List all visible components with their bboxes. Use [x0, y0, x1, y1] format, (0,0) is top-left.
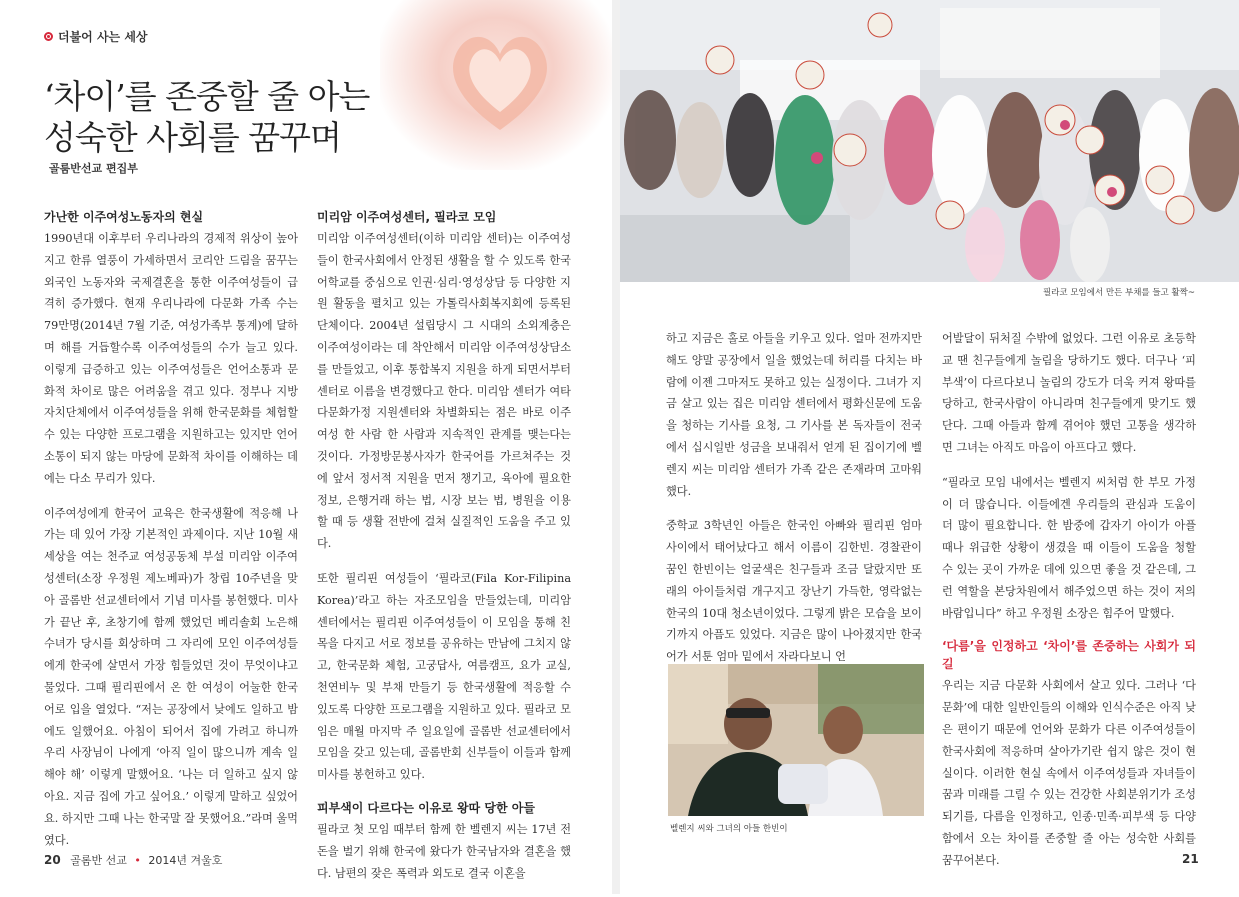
group-photo-illustration [620, 0, 1239, 282]
article-title-line-2: 성숙한 사회를 꿈꾸며 [44, 118, 341, 157]
footer-separator-dot: • [134, 854, 141, 867]
article-title-line-1: ‘차이’를 존중할 줄 아는 [44, 77, 370, 116]
page-gutter [612, 0, 620, 894]
footer-left [44, 852, 222, 868]
left-page-number: 20 [44, 853, 61, 867]
column-4 [942, 328, 1196, 885]
column-1 [44, 208, 298, 864]
section-label-text: 더불어 사는 세상 [58, 30, 148, 44]
column-4-paragraph-3: 우리는 지금 다문화 사회에서 살고 있다. 그러나 ‘다문화’에 대한 일반인들의 이해와 인식수준은 아직 낮은 편이기 때문에 언어와 문화가 다른 이주여성들이 한국사회에 적응하며 살아가기란 쉽지 않은 것이 현실이다. 이러한 현실 속에서 이주여성들과 자녀들이 꿈과 미래를 그릴 수 있는 건강한 사회분위기가 조성되기를, 다름을 인정하고, 인종·민족·피부색 등 다양함에서 오는 차이를 존중할 줄 아는 성숙한 사회를 꿈꾸어본다. [942, 679, 1196, 867]
column-4-paragraph-1: 어발달이 뒤처질 수밖에 없었다. 그런 이유로 초등학교 땐 친구들에게 놀림을 당하기도 했다. 더구나 ‘피부색’이 다르다보니 놀림의 강도가 더욱 커져 왕따를 당하고, 한국사람이 아니라며 친구들에게 맞기도 했단다. 그때 아들과 함께 겪어야 했던 고통을 생각하면 그녀는 아직도 마음이 아프다고 했다. [942, 332, 1196, 454]
column-1-paragraph-2: 이주여성에게 한국어 교육은 한국생활에 적응해 나가는 데 있어 가장 기본적인 과제이다. 지난 10월 새 세상을 여는 천주교 여성공동체 부설 미리암 이주여성센터(소장 우정원 제노베파)가 창립 10주년을 맞아 골롬반 선교센터에서 기념 미사를 봉헌했다. 미사가 끝난 후, 초창기에 함께 했었던 베리솔회 노은해 수녀가 당시를 회상하며 그 자리에 모인 이주여성들에게 한국에 살면서 가장 힘들었던 것이 무엇이냐고 물었다. 그때 필리핀에서 온 한 여성이 어눌한 한국어로 입을 열었다. “저는 공장에서 낮에도 일하고 밤에도 일했어요. 아침이 되어서 집에 가려고 하니까 우리 사장님이 나에게 ‘아직 일이 많으니까 계속 일해야 해’ 이렇게 말했어요. ‘나는 더 일하고 싶지 않아요. 지금 집에 가고 싶어요.’ 이렇게 말하고 싶었어요. 하지만 그때 나는 한국말 잘 못했어요.”라며 울먹였다. [44, 506, 298, 847]
mother-son-photo [668, 664, 924, 816]
heart-hands-image [380, 0, 612, 170]
column-2-paragraph-1: 미리암 이주여성센터(이하 미리암 센터)는 이주여성들이 한국사회에서 안정된 생활을 할 수 있도록 한국어학교를 중심으로 인권·심리·영성상담 등 다양한 지원 활동을 펼치고 있는 가톨릭사회복지회에 등록된 단체이다. 2004년 설립당시 그 시대의 소외계층은 이주여성이라는 데 착안해서 미리암 이주여성상담소를 만들었고, 이후 통합복지 지원을 하게 되면서부터 센터로 이름을 변경했다고 한다. 미리암 센터가 여타 다문화가정 지원센터와 차별화되는 점은 바로 이주여성 한 사람 한 사람과 지속적인 관계를 맺는다는 것이다. 가정방문봉사자가 한국어를 가르쳐주는 것에 앞서 정서적 지원을 먼저 챙기고, 육아에 필요한 정보, 은행거래 하는 법, 시장 보는 법, 병원을 이용할 때 등 생활 전반에 걸쳐 실질적인 도움을 주고 있다. [317, 232, 571, 551]
column-4-paragraph-2: “필라코 모임 내에서는 벨렌지 씨처럼 한 부모 가정이 더 많습니다. 이들에겐 우리들의 관심과 도움이 더 많이 필요합니다. 한 밤중에 갑자기 아이가 아플 때나 위급한 상황이 생겼을 때 이들이 도움을 청할 수 있는 곳이 가까운 데에 있으면 좋을 것 같은데, 그런 역할을 본당차원에서 해주었으면 하는 것이 저의 바람입니다” 하고 우정원 소장은 힘주어 말했다. [942, 475, 1196, 620]
mother-son-illustration [668, 664, 924, 816]
article-title [44, 76, 369, 158]
column-2-paragraph-3: 필라코 첫 모임 때부터 함께 한 벨렌지 씨는 17년 전 돈을 벌기 위해 한국에 왔다가 한국남자와 결혼을 했다. 남편의 잦은 폭력과 외도로 결국 이혼을 [317, 822, 571, 880]
bullet-target-icon [44, 32, 53, 41]
column-3-paragraph-1: 하고 지금은 홀로 아들을 키우고 있다. 얼마 전까지만 해도 양말 공장에서 일을 했었는데 허리를 다치는 바람에 이젠 그마저도 못하고 있는 실정이다. 그녀가 지금 살고 있는 집은 미리암 센터에서 평화신문에 도움을 청하는 기사를 요청, 그 기사를 본 독자들이 전국에서 십시일반 성금을 보내줘서 얻게 된 집이기에 벨렌지 씨는 미리암 센터가 가족 같은 존재라며 고마워했다. [666, 332, 922, 498]
column-2-paragraph-2: 또한 필리핀 여성들이 ‘필라코(Fila Kor-Filipina Korea)’라고 하는 자조모임을 만들었는데, 미리암 센터에서는 필리핀 이주여성들이 이 모임을 통해 친목을 다지고 서로 정보를 공유하는 만남에 그치지 않고, 한국문화 체험, 고궁답사, 여름캠프, 요가 교실, 천연비누 및 부채 만들기 등 한국생활에 적응할 수 있도록 다양한 프로그램을 지원하고 있다. 필라코 모임은 매월 마지막 주 일요일에 골롬반 선교센터에서 모임을 갖고 있는데, 골롬반회 신부들이 이들과 함께 미사를 봉헌하고 있다. [317, 571, 571, 782]
heart-hands-icon [440, 12, 560, 142]
column-2-heading-2: 피부색이 다르다는 이유로 왕따 당한 아들 [317, 800, 535, 815]
issue-label: 2014년 겨울호 [148, 854, 223, 867]
column-4-heading: ‘다름’을 인정하고 ‘차이’를 존중하는 사회가 되길 [942, 639, 1196, 672]
group-photo [620, 0, 1239, 282]
article-byline: 골룸반선교 편집부 [49, 162, 138, 175]
group-photo-caption: 필라코 모임에서 만든 부채를 들고 활짝~ [1043, 288, 1196, 298]
column-3-paragraph-2: 중학교 3학년인 아들은 한국인 아빠와 필리핀 엄마 사이에서 태어났다고 해서 이름이 김한빈. 경찰관이 꿈인 한빈이는 얼굴색은 친구들과 조금 달랐지만 또래의 아이들처럼 개구지고 장난기 가득한, 영락없는 한국의 10대 청소년이었다. 그렇게 밝은 모습을 보이기까지 아픔도 있었다. 지금은 많이 나아졌지만 한국어가 서툰 엄마 밑에서 자라다보니 언 [666, 519, 922, 664]
column-1-paragraph-1: 1990년대 이후부터 우리나라의 경제적 위상이 높아지고 한류 열풍이 가세하면서 코리안 드림을 꿈꾸는 외국인 노동자와 국제결혼을 통한 이주여성들이 급격히 증가했다. 현재 우리나라에 다문화 가족 수는 79만명(2014년 7월 기준, 여성가족부 통계)에 달하며 해를 거듭할수록 이주여성들의 수가 늘고 있다. 이렇게 급증하고 있는 이주여성들은 언어소통과 문화적 차이로 많은 어려움을 겪고 있다. 정부나 지방자치단체에서 이주여성들을 위해 한국문화를 체험할 수 있는 다양한 프로그램을 지원하고는 있지만 언어소통이 되지 않는 마당에 문화적 차이를 이해하는 데에는 다소 무리가 있다. [44, 232, 298, 485]
mother-son-caption: 벨렌지 씨와 그녀의 아들 한빈이 [670, 824, 788, 834]
column-2-heading-1: 미리암 이주여성센터, 필라코 모임 [317, 210, 497, 224]
column-3 [666, 328, 922, 681]
right-page-number: 21 [1182, 852, 1199, 866]
column-1-heading: 가난한 이주여성노동자의 현실 [44, 210, 204, 224]
section-label [44, 28, 148, 45]
magazine-name: 골롬반 선교 [70, 854, 127, 867]
column-2 [317, 208, 571, 897]
